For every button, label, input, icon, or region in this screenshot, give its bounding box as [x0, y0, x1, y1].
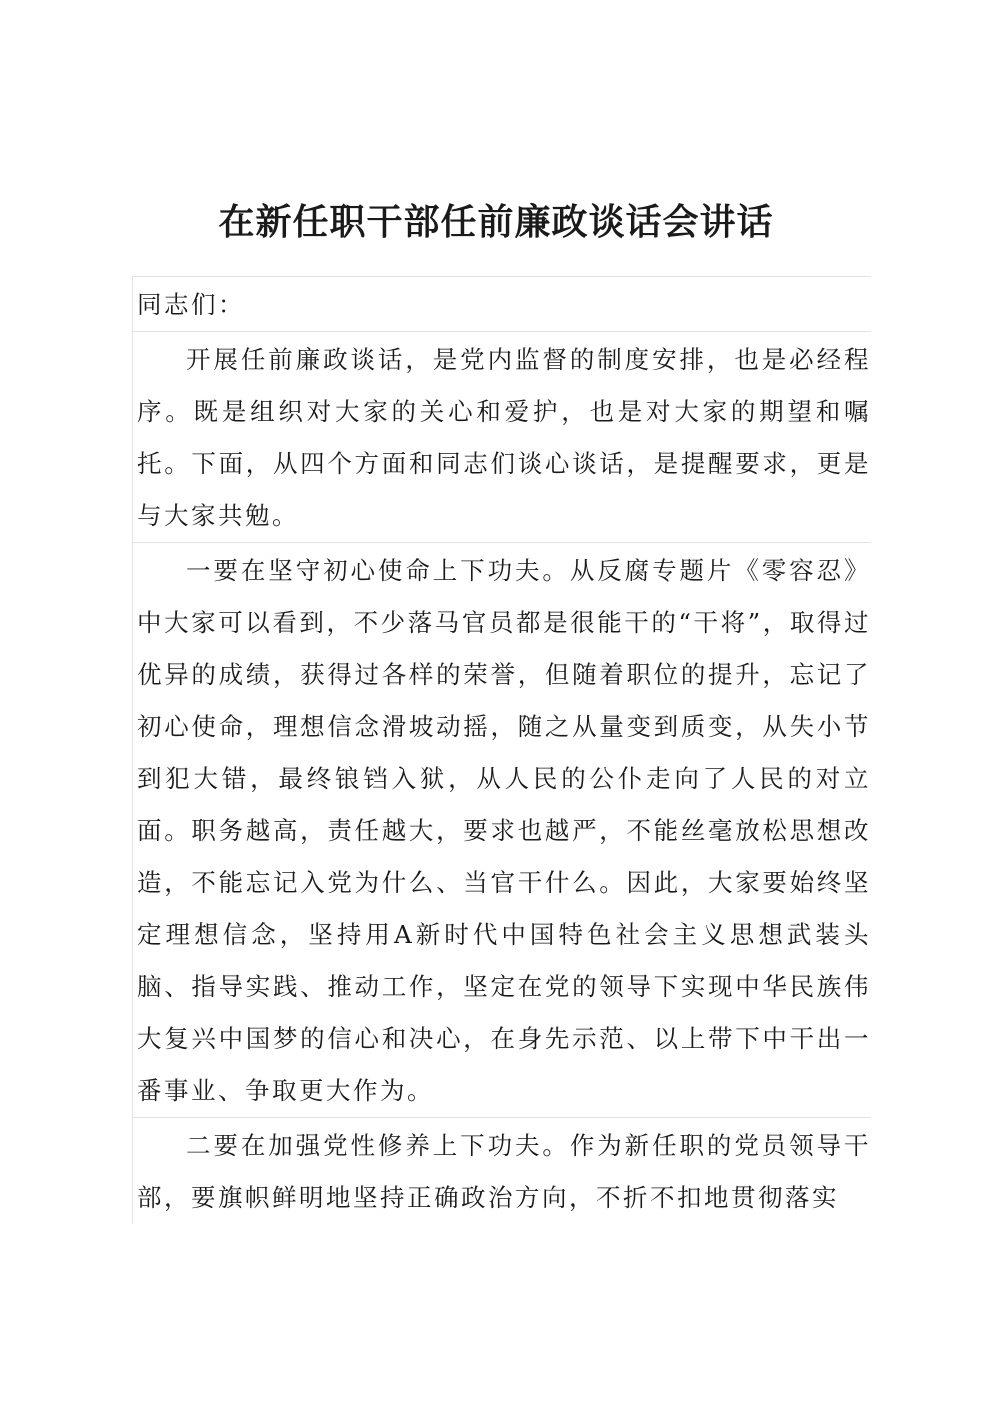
salutation: 同志们：: [133, 276, 871, 331]
paragraph-intro: 开展任前廉政谈话，是党内监督的制度安排，也是必经程序。既是组织对大家的关心和爱护，也是对大家的期望和嘱托。下面，从四个方面和同志们谈心谈话，是提醒要求，更是与大家共勉。: [133, 331, 871, 542]
document-body: [132, 276, 871, 1224]
paragraph-point-one: 一要在坚守初心使命上下功夫。从反腐专题片《零容忍》中大家可以看到，不少落马官员都是很能干的“干将”，取得过优异的成绩，获得过各样的荣誉，但随着职位的提升，忘记了初心使命，理想信念滑坡动摇，随之从量变到质变，从失小节到犯大错，最终锒铛入狱，从人民的公仆走向了人民的对立面。职务越高，责任越大，要求也越严，不能丝毫放松思想改造，不能忘记入党为什么、当官干什么。因此，大家要始终坚定理想信念，坚持用A新时代中国特色社会主义思想武装头脑、指导实践、推动工作，坚定在党的领导下实现中华民族伟大复兴中国梦的信心和决心，在身先示范、以上带下中干出一番事业、争取更大作为。: [133, 542, 871, 1117]
paragraph-point-two: 二要在加强党性修养上下功夫。作为新任职的党员领导干部，要旗帜鲜明地坚持正确政治方向，不折不扣地贯彻落实: [133, 1117, 871, 1224]
document-title: 在新任职干部任前廉政谈话会讲话: [218, 201, 774, 243]
